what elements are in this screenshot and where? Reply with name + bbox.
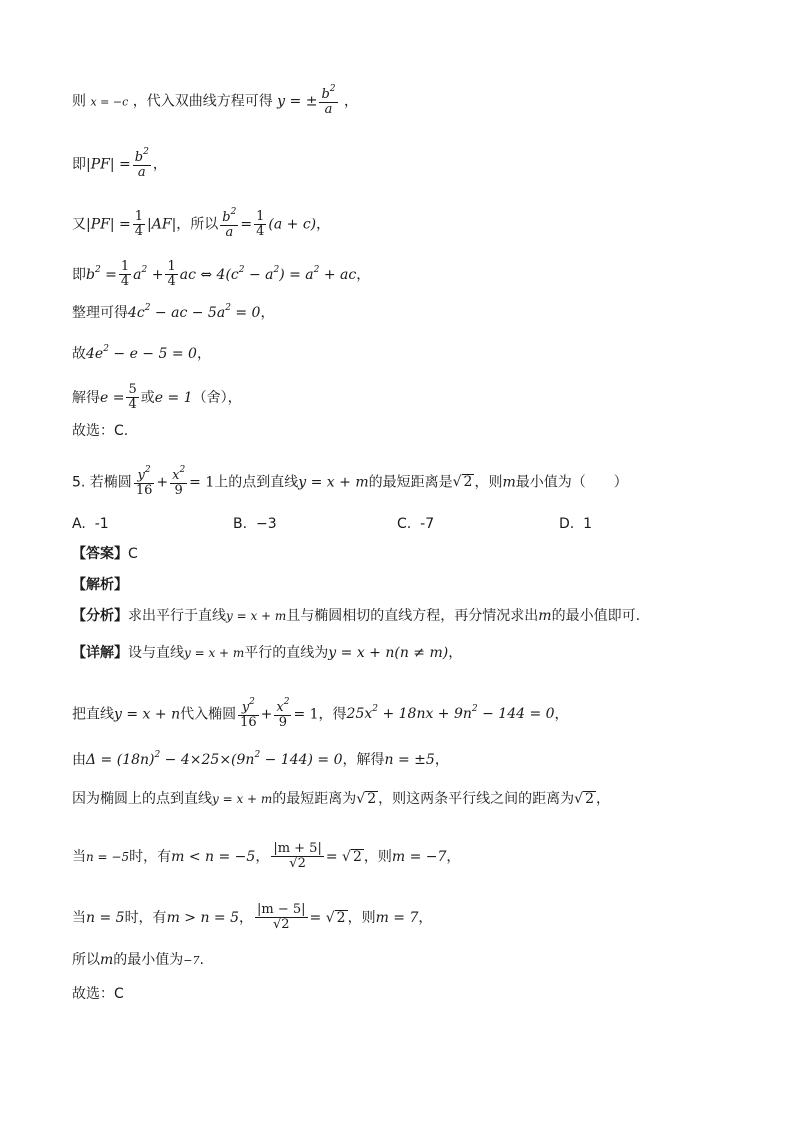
text: 代入椭圆 — [180, 706, 237, 723]
fenxi-line — [72, 609, 640, 623]
fraction: $\frac{x^2}{9}$ — [172, 465, 186, 499]
text: ， — [448, 645, 463, 661]
math: √ 2 — [574, 791, 594, 807]
math: y = x + m — [226, 609, 287, 623]
text: ， — [356, 266, 371, 283]
math: = √ 2 — [309, 909, 346, 926]
math: n = −5 — [86, 849, 130, 864]
math: = — [240, 216, 253, 233]
question-5 — [72, 466, 628, 499]
math: m — [538, 608, 552, 624]
fraction: $\frac{1}{4}$ — [134, 208, 144, 239]
math: y = x + m — [184, 646, 245, 660]
math: |PF| = — [86, 156, 131, 173]
xiangjie-tag: 【详解】 — [72, 645, 128, 661]
text: ， — [260, 305, 275, 321]
math: y = x + n(n ≠ m) — [328, 645, 449, 661]
text: 且与椭圆相切的直线方程，再分情况求出 — [286, 608, 539, 624]
option-value: -7 — [420, 516, 435, 532]
math: y = x + m — [212, 792, 273, 806]
math: √ 2 — [356, 791, 377, 807]
text: 解得 — [72, 389, 100, 406]
option-d — [559, 516, 592, 532]
math: n = ±5 — [384, 752, 435, 768]
text: ， — [434, 752, 449, 768]
math: (a + c) — [268, 216, 317, 233]
option-label: C. — [397, 516, 412, 532]
text: 当 — [72, 848, 86, 865]
text: 最小值为（ ） — [515, 474, 628, 491]
line-b2 — [72, 260, 370, 290]
math: $4c^2$ − ac − $5a^2 = 0$ — [128, 303, 261, 321]
analysis-heading — [72, 578, 128, 592]
answer-tag: 【答案】 — [72, 546, 128, 562]
text: ， — [239, 909, 254, 926]
math: m = 7 — [375, 909, 419, 926]
analysis-tag: 【解析】 — [72, 577, 128, 593]
text: 则 — [72, 93, 86, 110]
step-substitute — [72, 698, 569, 731]
math: x = −c — [90, 95, 129, 109]
fraction: $\frac{|m - 5|}{√2}$ — [257, 902, 306, 933]
text: ， — [255, 848, 270, 865]
math: m — [100, 952, 114, 968]
math: |AF| — [147, 216, 177, 233]
text: 当 — [72, 909, 86, 926]
line-rearrange — [72, 304, 274, 320]
fraction: $\frac{b^2}{a}$ — [134, 147, 149, 181]
math: $b^2$ = — [86, 264, 117, 283]
text: . — [199, 952, 204, 968]
text: ，所以 — [176, 216, 219, 233]
text: ，解得 — [342, 752, 385, 768]
text: ， — [554, 706, 569, 723]
text: 5. 若椭圆 — [72, 474, 132, 491]
math: $\Delta = (18n)^2 - 4\times 25\times(9n^2 - 144) = 0$ — [86, 750, 343, 768]
text: 整理可得 — [72, 305, 128, 321]
text: 即 — [72, 266, 86, 283]
option-a — [72, 516, 109, 532]
step-distance — [72, 791, 610, 806]
math: e = — [100, 389, 125, 406]
math: + — [156, 474, 169, 491]
text: 的最短距离是 — [368, 474, 453, 491]
option-value: -1 — [94, 516, 109, 532]
text: 上的点到直线 — [214, 474, 299, 491]
math: $4e^2 - e - 5 = 0$ — [86, 344, 197, 362]
option-label: A. — [72, 516, 86, 532]
text: 的最小值为 — [113, 952, 184, 968]
final-choice: 故选：C — [72, 986, 124, 1002]
text: 时，有 — [129, 848, 172, 865]
step-discriminant — [72, 751, 449, 767]
text: ， — [418, 909, 433, 926]
math: $25x^2 + 18nx + 9n^2 - 144 = 0$ — [346, 704, 555, 723]
text: ，代入双曲线方程可得 — [132, 93, 273, 110]
math: |PF| = — [86, 216, 131, 233]
math: + — [260, 706, 273, 723]
text: 或 — [140, 389, 155, 406]
text: 因为椭圆上的点到直线 — [72, 791, 212, 807]
step-case-5 — [72, 903, 432, 933]
math: = 1 — [189, 474, 215, 491]
fraction: $\frac{b^2}{a}$ — [321, 84, 336, 118]
text: 把直线 — [72, 706, 114, 723]
fraction: $\frac{5}{4}$ — [128, 382, 137, 413]
text: ， — [595, 791, 610, 807]
text: 平行的直线为 — [244, 645, 329, 661]
fraction: $\frac{y^2}{16}$ — [135, 465, 153, 499]
math: √ 2 — [452, 474, 473, 491]
math: n = 5 — [86, 909, 125, 926]
text: 由 — [72, 752, 86, 768]
line-e-equation — [72, 345, 211, 361]
option-value: 1 — [583, 516, 593, 532]
math: −7 — [183, 954, 200, 967]
line-pf — [72, 148, 167, 181]
text: 又 — [72, 216, 86, 233]
text: ， — [446, 848, 461, 865]
line-solve-e — [72, 383, 242, 413]
math: y = ± — [277, 93, 318, 110]
text: 的最小值即可. — [551, 608, 641, 624]
option-label: D. — [559, 516, 575, 532]
text: ，则 — [347, 909, 376, 926]
text: 时，有 — [124, 909, 167, 926]
text: 设与直线 — [128, 645, 184, 661]
step-conclusion — [72, 953, 204, 967]
fraction: $\frac{x^2}{9}$ — [276, 697, 290, 731]
text: ， — [316, 216, 331, 233]
fraction: $\frac{1}{4}$ — [256, 208, 265, 239]
text: （舍）， — [192, 389, 242, 406]
text: 的最短距离为 — [272, 791, 357, 807]
option-label: B. — [233, 516, 248, 532]
math: e = 1 — [154, 389, 193, 406]
text: 所以 — [72, 952, 100, 968]
fraction: $\frac{1}{4}$ — [167, 259, 176, 290]
math: m — [502, 474, 516, 491]
line-choose-c: 故选：C. — [72, 423, 129, 439]
fraction: $\frac{b^2}{a}$ — [222, 207, 237, 241]
fenxi-tag: 【分析】 — [72, 608, 128, 624]
text: ，则 — [363, 848, 392, 865]
fraction: $\frac{y^2}{16}$ — [240, 697, 257, 731]
answer-line — [72, 547, 138, 561]
text: 故 — [72, 346, 86, 362]
math: = 1 — [293, 706, 319, 723]
fraction: $\frac{1}{4}$ — [120, 259, 130, 290]
option-c — [397, 516, 434, 532]
text: ， — [343, 93, 358, 110]
math: ac ⇔ $4(c^2 - a^2) = a^2$ + ac — [179, 264, 357, 283]
option-value: −3 — [255, 516, 277, 532]
text: ， — [152, 156, 167, 173]
text: ，则这两条平行线之间的距离为 — [378, 791, 575, 807]
math: y = x + n — [114, 706, 181, 723]
fraction: $\frac{|m + 5|}{√2}$ — [273, 841, 322, 872]
line-x-eq-neg-c — [72, 85, 358, 118]
math: $a^2$ + — [133, 264, 164, 283]
step-case-neg5 — [72, 842, 460, 872]
text: 即 — [72, 156, 86, 173]
text: ， — [196, 346, 211, 362]
option-b — [233, 516, 277, 532]
math: m = −7 — [391, 848, 447, 865]
text: ，得 — [318, 706, 347, 723]
math: m < n = −5 — [171, 848, 256, 865]
math: m > n = 5 — [166, 909, 240, 926]
math: y = x + m — [298, 474, 369, 491]
xiangjie-line — [72, 646, 462, 660]
text: 求出平行于直线 — [128, 608, 226, 624]
text: ，则 — [474, 474, 503, 491]
answer-value: C — [128, 546, 138, 562]
math: = √ 2 — [325, 848, 362, 865]
line-pf-af — [72, 208, 330, 241]
